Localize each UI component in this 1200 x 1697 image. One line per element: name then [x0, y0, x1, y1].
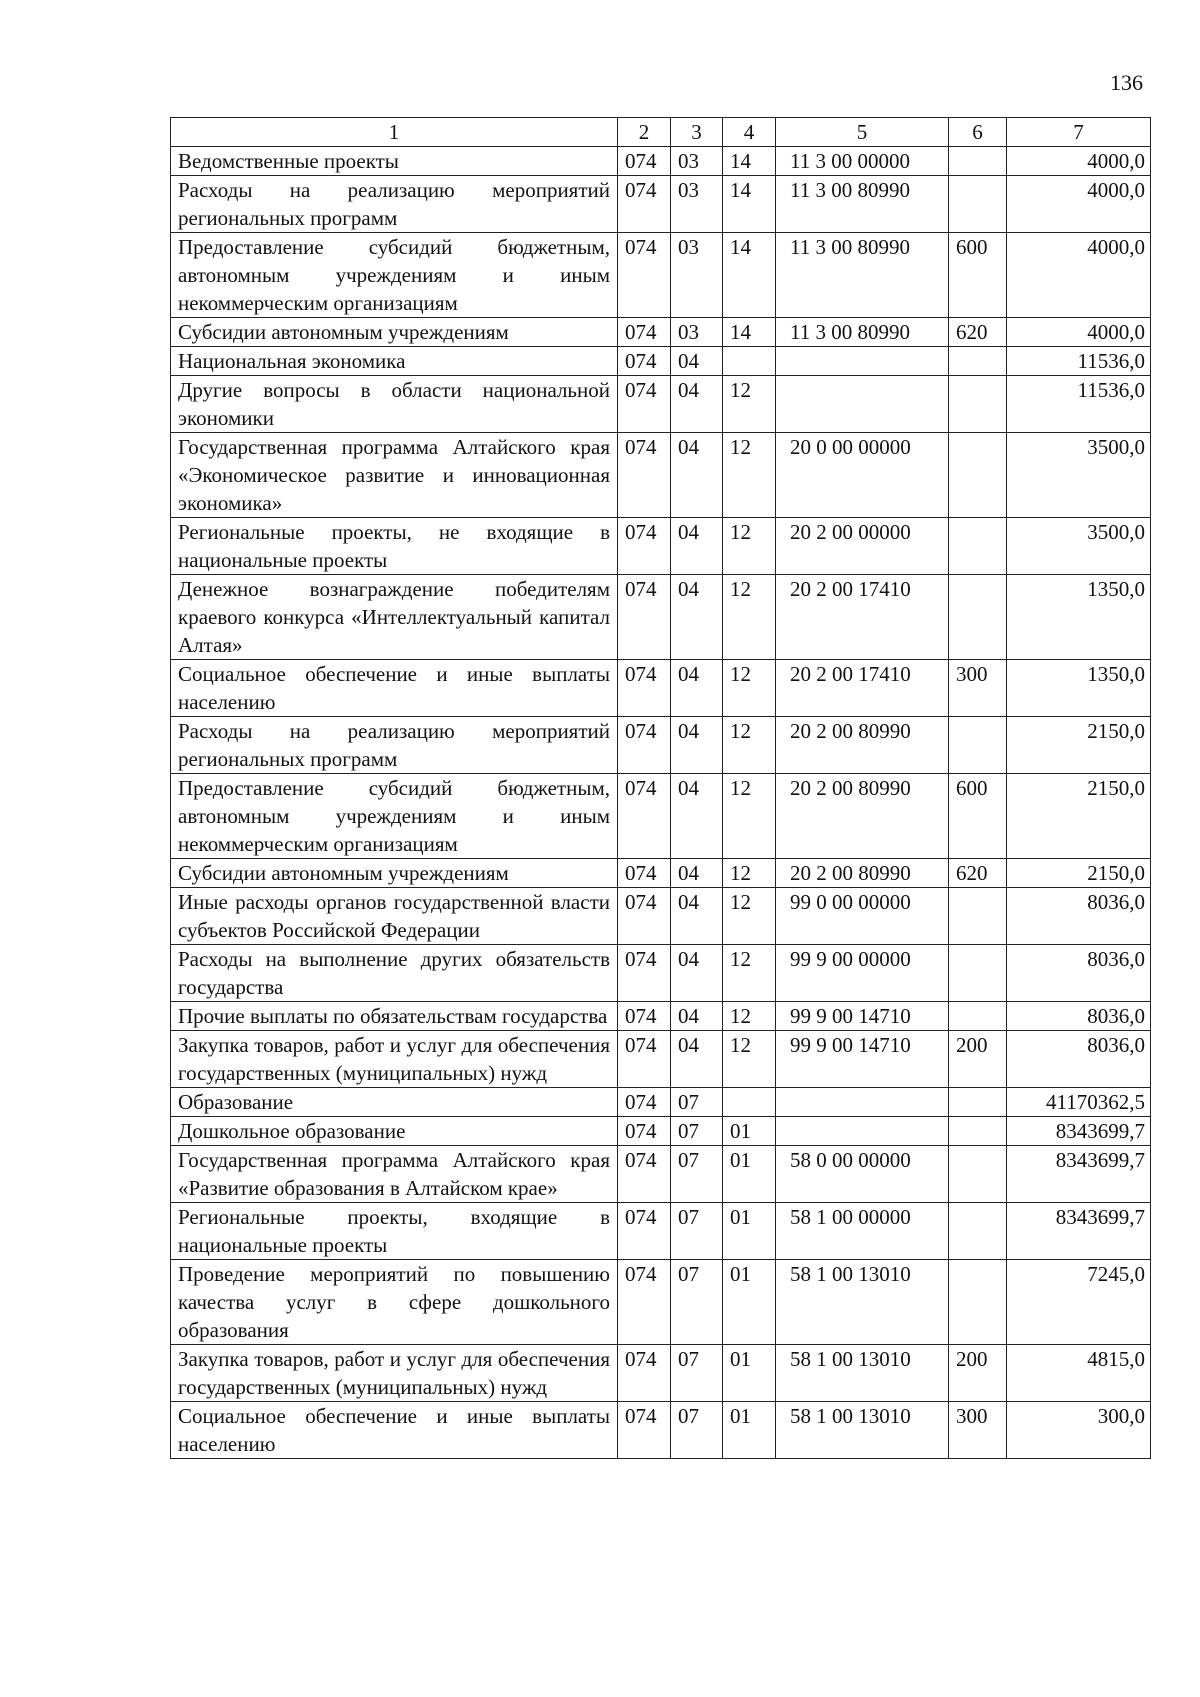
target-article-cell: 20 2 00 80990: [776, 717, 949, 774]
expense-type-cell: [949, 347, 1007, 376]
amount-cell: 2150,0: [1007, 859, 1151, 888]
subsection-code-cell: 12: [723, 859, 776, 888]
section-code-cell: 04: [671, 376, 723, 433]
target-article-cell: 11 3 00 00000: [776, 147, 949, 176]
table-row: [171, 945, 1151, 1002]
ministry-code-cell: 074: [618, 1031, 671, 1088]
subsection-code-cell: [723, 1088, 776, 1117]
section-code-cell: 07: [671, 1117, 723, 1146]
section-code-cell: 04: [671, 1002, 723, 1031]
target-article-cell: 20 0 00 00000: [776, 433, 949, 518]
amount-cell: 4000,0: [1007, 233, 1151, 318]
subsection-code-cell: 12: [723, 717, 776, 774]
table-row: [171, 1031, 1151, 1088]
target-article-cell: 20 2 00 00000: [776, 518, 949, 575]
section-code-cell: 04: [671, 518, 723, 575]
expense-type-cell: 300: [949, 660, 1007, 717]
header-row: [171, 118, 1151, 147]
amount-cell: 3500,0: [1007, 433, 1151, 518]
table-row: [171, 1203, 1151, 1260]
expense-name-cell: Образование: [171, 1088, 618, 1117]
expense-type-cell: [949, 717, 1007, 774]
header-col-7: 7: [1007, 118, 1151, 147]
subsection-code-cell: 14: [723, 233, 776, 318]
section-code-cell: 04: [671, 945, 723, 1002]
target-article-cell: 20 2 00 80990: [776, 774, 949, 859]
target-article-cell: 58 1 00 13010: [776, 1260, 949, 1345]
expense-type-cell: 200: [949, 1031, 1007, 1088]
target-article-cell: 11 3 00 80990: [776, 318, 949, 347]
expense-name-cell: Расходы на реализацию мероприятий региональных программ: [171, 176, 618, 233]
subsection-code-cell: 01: [723, 1402, 776, 1459]
subsection-code-cell: [723, 347, 776, 376]
subsection-code-cell: 12: [723, 1031, 776, 1088]
table-row: [171, 575, 1151, 660]
target-article-cell: [776, 376, 949, 433]
subsection-code-cell: 14: [723, 176, 776, 233]
table-body: [171, 147, 1151, 1459]
amount-cell: 8036,0: [1007, 1031, 1151, 1088]
section-code-cell: 07: [671, 1260, 723, 1345]
target-article-cell: 58 0 00 00000: [776, 1146, 949, 1203]
expense-name-cell: Денежное вознаграждение победителям краевого конкурса «Интеллектуальный капитал Алтая»: [171, 575, 618, 660]
ministry-code-cell: 074: [618, 1345, 671, 1402]
subsection-code-cell: 12: [723, 945, 776, 1002]
ministry-code-cell: 074: [618, 376, 671, 433]
table-row: [171, 1345, 1151, 1402]
amount-cell: 8036,0: [1007, 945, 1151, 1002]
subsection-code-cell: 12: [723, 575, 776, 660]
section-code-cell: 03: [671, 176, 723, 233]
expense-type-cell: [949, 376, 1007, 433]
ministry-code-cell: 074: [618, 575, 671, 660]
expense-type-cell: [949, 1146, 1007, 1203]
ministry-code-cell: 074: [618, 147, 671, 176]
amount-cell: 300,0: [1007, 1402, 1151, 1459]
target-article-cell: 58 1 00 13010: [776, 1402, 949, 1459]
expense-name-cell: Расходы на реализацию мероприятий региональных программ: [171, 717, 618, 774]
section-code-cell: 04: [671, 660, 723, 717]
ministry-code-cell: 074: [618, 347, 671, 376]
target-article-cell: 99 9 00 14710: [776, 1002, 949, 1031]
table-row: [171, 233, 1151, 318]
ministry-code-cell: 074: [618, 945, 671, 1002]
subsection-code-cell: 01: [723, 1146, 776, 1203]
section-code-cell: 04: [671, 888, 723, 945]
amount-cell: 2150,0: [1007, 717, 1151, 774]
target-article-cell: [776, 347, 949, 376]
ministry-code-cell: 074: [618, 1002, 671, 1031]
subsection-code-cell: 12: [723, 774, 776, 859]
target-article-cell: 99 9 00 14710: [776, 1031, 949, 1088]
expense-name-cell: Дошкольное образование: [171, 1117, 618, 1146]
subsection-code-cell: 12: [723, 888, 776, 945]
table-row: [171, 147, 1151, 176]
expense-name-cell: Закупка товаров, работ и услуг для обеспечения государственных (муниципальных) нужд: [171, 1345, 618, 1402]
target-article-cell: 11 3 00 80990: [776, 176, 949, 233]
table-row: [171, 774, 1151, 859]
expense-type-cell: [949, 1203, 1007, 1260]
ministry-code-cell: 074: [618, 1117, 671, 1146]
expense-name-cell: Ведомственные проекты: [171, 147, 618, 176]
expense-type-cell: [949, 1260, 1007, 1345]
ministry-code-cell: 074: [618, 717, 671, 774]
target-article-cell: 99 9 00 00000: [776, 945, 949, 1002]
table-row: [171, 518, 1151, 575]
expense-name-cell: Социальное обеспечение и иные выплаты населению: [171, 660, 618, 717]
subsection-code-cell: 12: [723, 518, 776, 575]
section-code-cell: 07: [671, 1088, 723, 1117]
header-col-6: 6: [949, 118, 1007, 147]
expense-name-cell: Субсидии автономным учреждениям: [171, 859, 618, 888]
table-row: [171, 1146, 1151, 1203]
ministry-code-cell: 074: [618, 660, 671, 717]
expense-type-cell: [949, 888, 1007, 945]
expense-type-cell: [949, 176, 1007, 233]
table-row: [171, 1088, 1151, 1117]
amount-cell: 7245,0: [1007, 1260, 1151, 1345]
section-code-cell: 04: [671, 347, 723, 376]
expense-name-cell: Региональные проекты, не входящие в национальные проекты: [171, 518, 618, 575]
header-col-3: 3: [671, 118, 723, 147]
subsection-code-cell: 01: [723, 1345, 776, 1402]
expense-type-cell: 600: [949, 774, 1007, 859]
section-code-cell: 04: [671, 717, 723, 774]
expense-name-cell: Социальное обеспечение и иные выплаты населению: [171, 1402, 618, 1459]
table-row: [171, 1117, 1151, 1146]
table-row: [171, 1002, 1151, 1031]
subsection-code-cell: 14: [723, 147, 776, 176]
section-code-cell: 07: [671, 1402, 723, 1459]
target-article-cell: 99 0 00 00000: [776, 888, 949, 945]
expense-type-cell: [949, 1002, 1007, 1031]
section-code-cell: 04: [671, 774, 723, 859]
section-code-cell: 03: [671, 233, 723, 318]
expense-type-cell: [949, 575, 1007, 660]
subsection-code-cell: 01: [723, 1203, 776, 1260]
expense-type-cell: [949, 518, 1007, 575]
ministry-code-cell: 074: [618, 176, 671, 233]
table-row: [171, 376, 1151, 433]
expense-name-cell: Прочие выплаты по обязательствам государства: [171, 1002, 618, 1031]
subsection-code-cell: 12: [723, 660, 776, 717]
section-code-cell: 04: [671, 575, 723, 660]
table-row: [171, 888, 1151, 945]
amount-cell: 8036,0: [1007, 1002, 1151, 1031]
ministry-code-cell: 074: [618, 1146, 671, 1203]
expense-type-cell: 200: [949, 1345, 1007, 1402]
expense-name-cell: Проведение мероприятий по повышению качества услуг в сфере дошкольного образования: [171, 1260, 618, 1345]
table-row: [171, 717, 1151, 774]
table-row: [171, 347, 1151, 376]
expense-name-cell: Предоставление субсидий бюджетным, автономным учреждениям и иным некоммерческим организациям: [171, 774, 618, 859]
expense-name-cell: Субсидии автономным учреждениям: [171, 318, 618, 347]
ministry-code-cell: 074: [618, 888, 671, 945]
amount-cell: 4000,0: [1007, 176, 1151, 233]
amount-cell: 8343699,7: [1007, 1146, 1151, 1203]
amount-cell: 1350,0: [1007, 575, 1151, 660]
expense-type-cell: 620: [949, 318, 1007, 347]
table-row: [171, 859, 1151, 888]
amount-cell: 4000,0: [1007, 318, 1151, 347]
amount-cell: 8343699,7: [1007, 1203, 1151, 1260]
expense-name-cell: Предоставление субсидий бюджетным, автономным учреждениям и иным некоммерческим организациям: [171, 233, 618, 318]
expense-type-cell: [949, 433, 1007, 518]
subsection-code-cell: 01: [723, 1260, 776, 1345]
table-row: [171, 318, 1151, 347]
section-code-cell: 07: [671, 1345, 723, 1402]
header-col-5: 5: [776, 118, 949, 147]
section-code-cell: 03: [671, 318, 723, 347]
amount-cell: 1350,0: [1007, 660, 1151, 717]
target-article-cell: 11 3 00 80990: [776, 233, 949, 318]
ministry-code-cell: 074: [618, 1402, 671, 1459]
ministry-code-cell: 074: [618, 318, 671, 347]
expense-type-cell: 620: [949, 859, 1007, 888]
expense-type-cell: [949, 1117, 1007, 1146]
subsection-code-cell: 12: [723, 433, 776, 518]
table-row: [171, 433, 1151, 518]
section-code-cell: 07: [671, 1203, 723, 1260]
table-row: [171, 660, 1151, 717]
amount-cell: 8036,0: [1007, 888, 1151, 945]
section-code-cell: 04: [671, 1031, 723, 1088]
ministry-code-cell: 074: [618, 1088, 671, 1117]
page-number: 136: [1110, 70, 1143, 95]
amount-cell: 3500,0: [1007, 518, 1151, 575]
expense-type-cell: [949, 945, 1007, 1002]
target-article-cell: 58 1 00 13010: [776, 1345, 949, 1402]
expense-name-cell: Расходы на выполнение других обязательств государства: [171, 945, 618, 1002]
ministry-code-cell: 074: [618, 433, 671, 518]
subsection-code-cell: 01: [723, 1117, 776, 1146]
table-row: [171, 1260, 1151, 1345]
expense-name-cell: Региональные проекты, входящие в национальные проекты: [171, 1203, 618, 1260]
section-code-cell: 04: [671, 433, 723, 518]
section-code-cell: 04: [671, 859, 723, 888]
header-col-1: 1: [171, 118, 618, 147]
subsection-code-cell: 12: [723, 376, 776, 433]
target-article-cell: 58 1 00 00000: [776, 1203, 949, 1260]
ministry-code-cell: 074: [618, 233, 671, 318]
amount-cell: 4000,0: [1007, 147, 1151, 176]
section-code-cell: 07: [671, 1146, 723, 1203]
header-col-4: 4: [723, 118, 776, 147]
target-article-cell: [776, 1117, 949, 1146]
expense-type-cell: [949, 147, 1007, 176]
expense-type-cell: 300: [949, 1402, 1007, 1459]
ministry-code-cell: 074: [618, 1260, 671, 1345]
amount-cell: 11536,0: [1007, 376, 1151, 433]
amount-cell: 11536,0: [1007, 347, 1151, 376]
expense-type-cell: [949, 1088, 1007, 1117]
section-code-cell: 03: [671, 147, 723, 176]
target-article-cell: 20 2 00 80990: [776, 859, 949, 888]
target-article-cell: 20 2 00 17410: [776, 575, 949, 660]
budget-table: [170, 117, 1151, 1459]
subsection-code-cell: 14: [723, 318, 776, 347]
ministry-code-cell: 074: [618, 518, 671, 575]
ministry-code-cell: 074: [618, 1203, 671, 1260]
amount-cell: 41170362,5: [1007, 1088, 1151, 1117]
target-article-cell: 20 2 00 17410: [776, 660, 949, 717]
table-row: [171, 1402, 1151, 1459]
expense-name-cell: Национальная экономика: [171, 347, 618, 376]
table-row: [171, 176, 1151, 233]
header-col-2: 2: [618, 118, 671, 147]
amount-cell: 8343699,7: [1007, 1117, 1151, 1146]
expense-name-cell: Другие вопросы в области национальной экономики: [171, 376, 618, 433]
subsection-code-cell: 12: [723, 1002, 776, 1031]
expense-name-cell: Государственная программа Алтайского края «Развитие образования в Алтайском крае»: [171, 1146, 618, 1203]
expense-name-cell: Иные расходы органов государственной власти субъектов Российской Федерации: [171, 888, 618, 945]
amount-cell: 2150,0: [1007, 774, 1151, 859]
expense-name-cell: Государственная программа Алтайского края «Экономическое развитие и инновационная экономика»: [171, 433, 618, 518]
ministry-code-cell: 074: [618, 859, 671, 888]
expense-type-cell: 600: [949, 233, 1007, 318]
target-article-cell: [776, 1088, 949, 1117]
ministry-code-cell: 074: [618, 774, 671, 859]
expense-name-cell: Закупка товаров, работ и услуг для обеспечения государственных (муниципальных) нужд: [171, 1031, 618, 1088]
amount-cell: 4815,0: [1007, 1345, 1151, 1402]
